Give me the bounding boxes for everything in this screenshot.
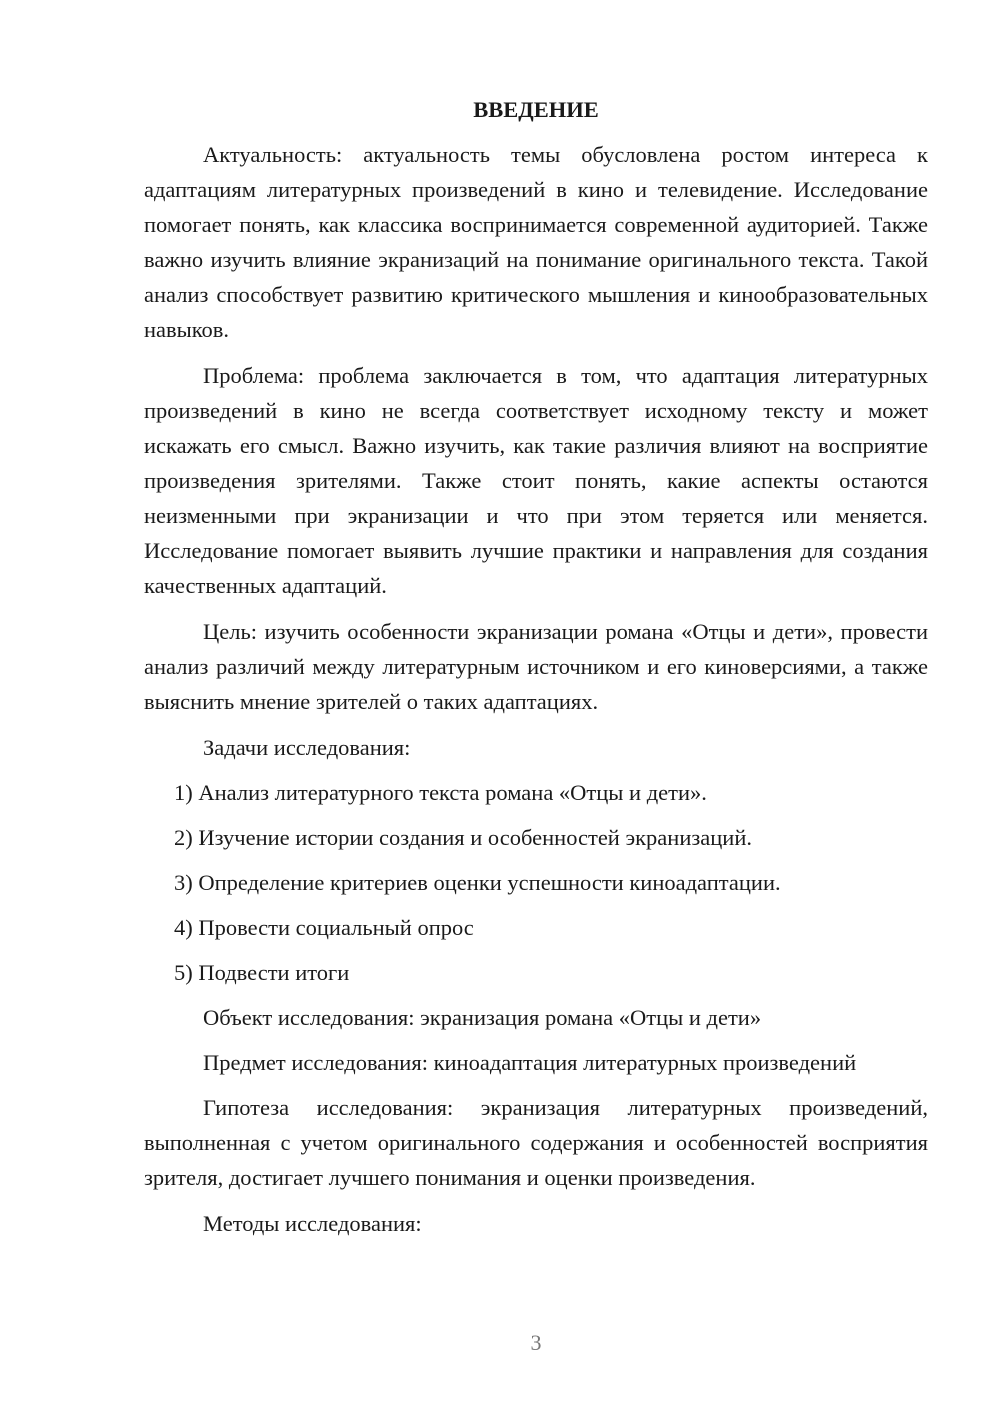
section-heading: ВВЕДЕНИЕ — [473, 97, 599, 122]
tasks-list — [144, 775, 928, 990]
list-item: 3) Определение критериев оценки успешности киноадаптации. — [174, 870, 781, 895]
list-item: 5) Подвести итоги — [174, 960, 350, 985]
list-item: 1) Анализ литературного текста романа «Отцы и дети». — [174, 780, 707, 805]
list-item: 4) Провести социальный опрос — [174, 915, 474, 940]
document-page — [144, 92, 928, 1251]
object-paragraph: Объект исследования: экранизация романа «Отцы и дети» — [203, 1005, 762, 1030]
page-number: 3 — [530, 1330, 542, 1355]
problem-paragraph: Проблема: проблема заключается в том, что адаптация литературных произведений в кино не всегда соответствует исходному тексту и может искажать его смысл. Важно изучить, как такие различия влияют на восприятие произведения зрителями. Также стоит понять, какие аспекты остаются неизменными при экранизации и что при этом теряется или меняется. Исследование помогает выявить лучшие практики и направления для создания качественных адаптаций. — [144, 363, 928, 598]
methods-title: Методы исследования: — [203, 1211, 422, 1236]
subject-paragraph: Предмет исследования: киноадаптация литературных произведений — [203, 1050, 857, 1075]
list-item: 2) Изучение истории создания и особенностей экранизаций. — [174, 825, 753, 850]
relevance-paragraph: Актуальность: актуальность темы обусловлена ростом интереса к адаптациям литературных произведений в кино и телевидение. Исследование помогает понять, как классика воспринимается современной аудиторией. Также важно изучить влияние экранизаций на понимание оригинального текста. Такой анализ способствует развитию критического мышления и кинообразовательных навыков. — [144, 142, 928, 342]
hypothesis-paragraph: Гипотеза исследования: экранизация литературных произведений, выполненная с учетом оригинального содержания и особенностей восприятия зрителя, достигает лучшего понимания и оценки произведения. — [144, 1095, 928, 1190]
goal-paragraph: Цель: изучить особенности экранизации романа «Отцы и дети», провести анализ различий между литературным источником и его киноверсиями, а также выяснить мнение зрителей о таких адаптациях. — [144, 619, 928, 714]
tasks-title: Задачи исследования: — [203, 735, 411, 760]
